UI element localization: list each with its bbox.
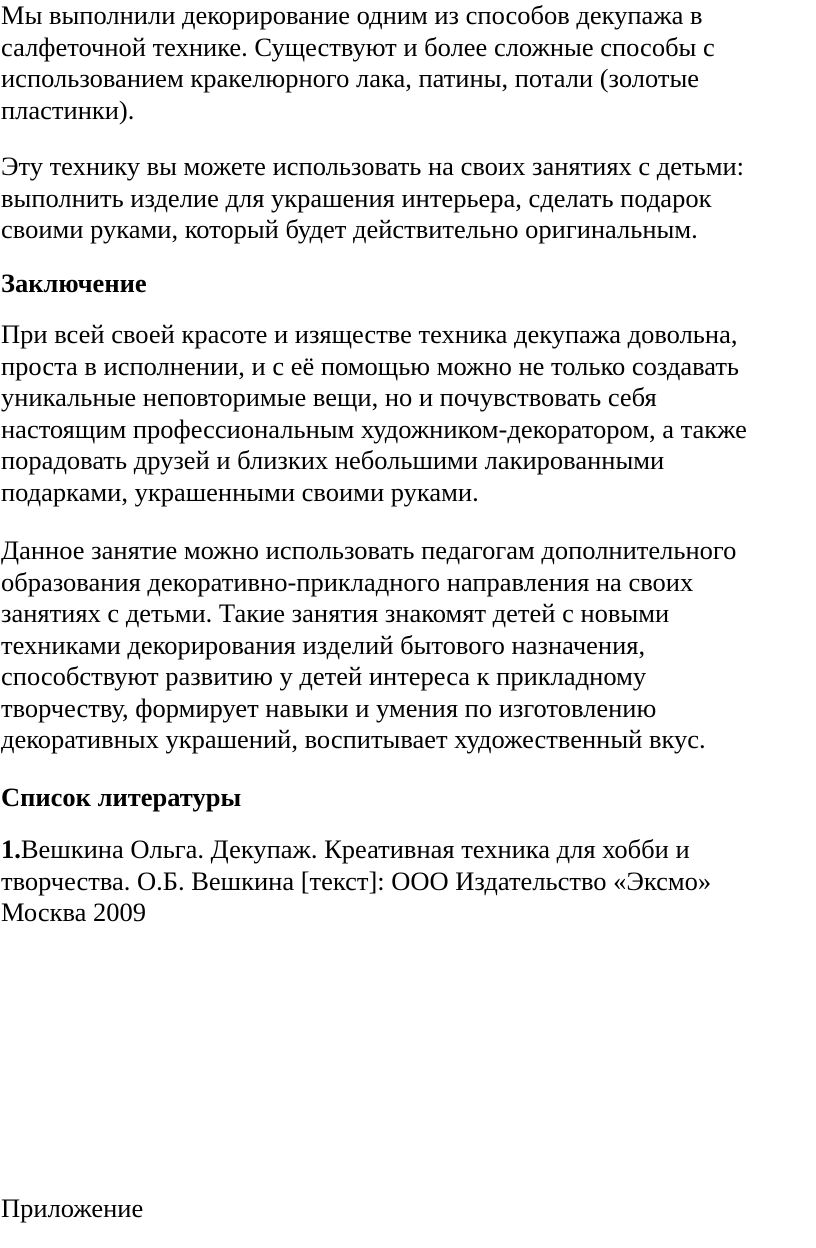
- reference-text: Вешкина Ольга. Декупаж. Креативная техника для хобби и: [20, 834, 690, 864]
- text-line: порадовать друзей и близких небольшими лакированными: [1, 445, 665, 475]
- text-line: способствуют развитию у детей интереса к прикладному: [1, 661, 647, 691]
- paragraph-use-with-children: [1, 151, 813, 246]
- text-line: уникальные неповторимые вещи, но и почувствовать себя: [1, 382, 657, 412]
- text-line: Мы выполнили декорирование одним из способов декупажа в: [1, 0, 703, 30]
- text-line: пластинки).: [1, 94, 135, 125]
- text-line: При всей своей красоте и изяществе техника декупажа довольна,: [1, 319, 738, 349]
- text-line: выполнить изделие для украшения интерьера, сделать подарок: [1, 182, 712, 213]
- paragraph-decoupage-methods: [1, 0, 813, 126]
- text-line: Москва 2009: [1, 897, 146, 927]
- heading-conclusion: Заключение: [1, 268, 147, 298]
- text-line: творчества. О.Б. Вешкина [текст]: ООО Издательство «Эксмо»: [1, 865, 712, 896]
- text-line: подарками, украшенными своими руками.: [1, 476, 479, 507]
- heading-references: Список литературы: [1, 782, 242, 812]
- text-line: [1, 834, 813, 866]
- text-line: использованием кракелюрного лака, патины, потали (золотые: [1, 63, 700, 93]
- text-line: образования декоративно-прикладного направления на своих: [1, 566, 694, 597]
- text-line: настоящим профессиональным художником-декоратором, а также: [1, 413, 747, 444]
- text-line: Эту технику вы можете использовать на своих занятиях с детьми:: [1, 151, 745, 181]
- appendix-label: Приложение: [1, 1193, 144, 1223]
- text-line: проста в исполнении, и с её помощью можно не только создавать: [1, 350, 740, 381]
- text-line: Данное занятие можно использовать педагогам дополнительного: [1, 535, 737, 565]
- reference-item-1: [1, 834, 813, 929]
- text-line: салфеточной технике. Существуют и более сложные способы с: [1, 31, 715, 62]
- text-line: своими руками, который будет действительно оригинальным.: [1, 214, 698, 244]
- paragraph-lesson-usage: [1, 535, 813, 756]
- reference-number: 1.: [1, 834, 21, 864]
- text-line: декоративных украшений, воспитывает художественный вкус.: [1, 724, 706, 754]
- text-line: техниками декорирования изделий бытового назначения,: [1, 629, 646, 660]
- text-line: занятиях с детьми. Такие занятия знакомят детей с новыми: [1, 598, 670, 628]
- paragraph-conclusion: [1, 319, 813, 508]
- text-line: творчеству, формирует навыки и умения по изготовлению: [1, 692, 657, 723]
